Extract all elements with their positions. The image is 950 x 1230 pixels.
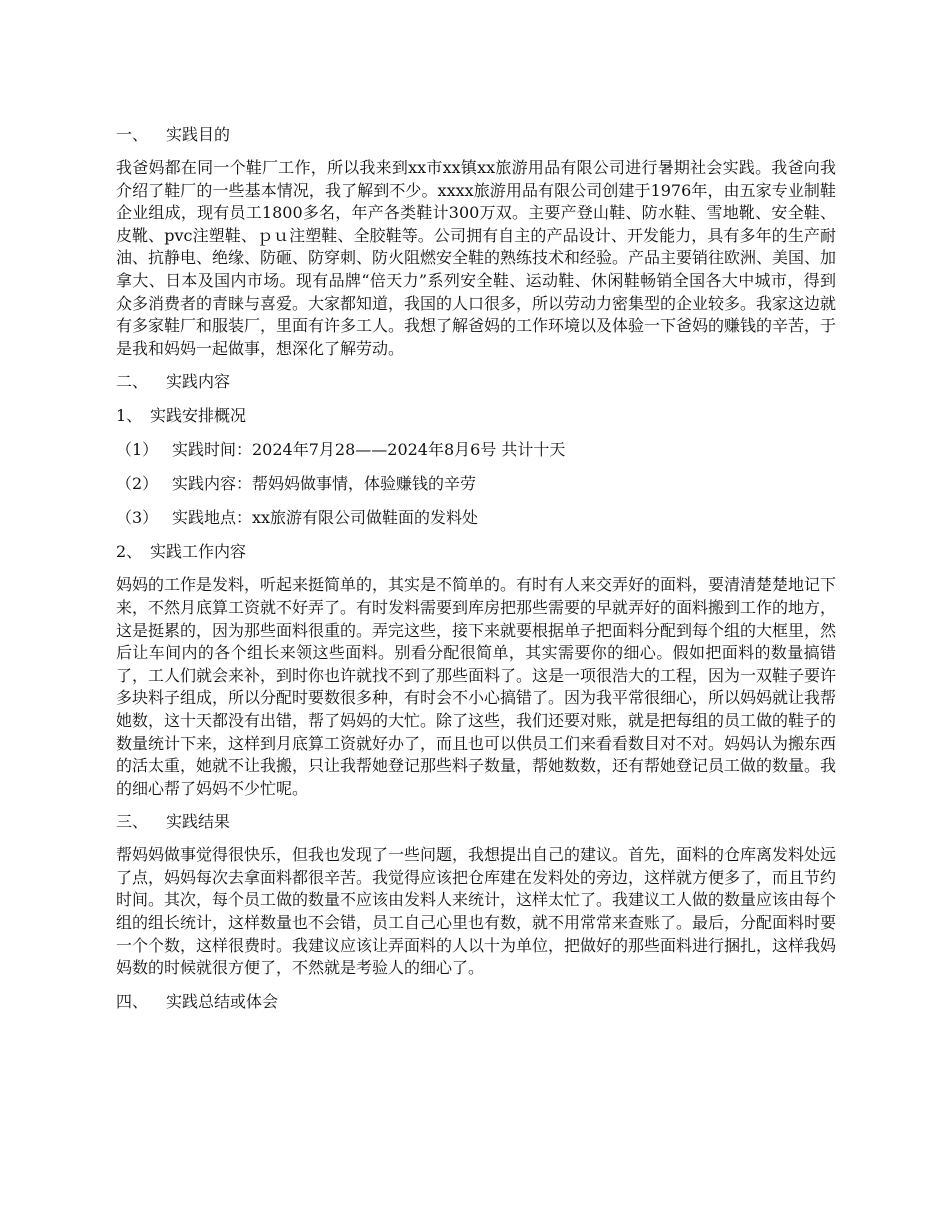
item-text: 实践内容：帮妈妈做事情，体验赚钱的辛劳 xyxy=(172,474,477,494)
section-number: 一、 xyxy=(116,125,149,144)
section-heading-3 xyxy=(116,810,836,834)
item-number: （2） xyxy=(116,474,159,494)
list-item xyxy=(116,438,836,462)
section-heading-1 xyxy=(116,123,836,147)
section-number: 三、 xyxy=(116,812,149,832)
section-number: 二、 xyxy=(116,372,149,392)
subsection-heading-1 xyxy=(116,404,836,428)
item-text: 实践时间：2024年7月28——2024年8月6号 共计十天 xyxy=(172,440,566,460)
item-number: （1） xyxy=(116,440,159,460)
section-number: 四、 xyxy=(116,991,149,1011)
section-title: 实践目的 xyxy=(166,125,231,144)
paragraph-results: 帮妈妈做事觉得很快乐，但我也发现了一些问题，我想提出自己的建议。首先，面料的仓库离发料处远了点，妈妈每次去拿面料都很辛苦。我觉得应该把仓库建在发料处的旁边，这样就方便多了，而且节约时间。其次，每个员工做的数量不应该由发料人来统计，这样太忙了。我建议工人做的数量应该由每个组的组长统计，这样数量也不会错，员工自己心里也有数，就不用常常来查账了。最后，分配面料时要一个个数，这样很费时。我建议应该让弄面料的人以十为单位，把做好的那些面料进行捆扎，这样我妈妈数的时候就很方便了，不然就是考验人的细心了。 xyxy=(116,845,837,978)
item-number: （3） xyxy=(116,508,159,528)
subsection-title: 实践安排概况 xyxy=(150,406,247,426)
section-heading-4 xyxy=(116,990,836,1014)
subsection-number: 1、 xyxy=(116,406,143,426)
paragraph-work-content: 妈妈的工作是发料，听起来挺简单的，其实是不简单的。有时有人来交弄好的面料，要清清楚楚地记下来，不然月底算工资就不好弄了。有时发料需要到库房把那些需要的早就弄好的面料搬到工作的地方，这是挺累的，因为那些面料很重的。弄完这些，接下来就要根据单子把面料分配到每个组的大框里，然后让车间内的各个组长来领这些面料。别看分配很简单，其实需要你的细心。假如把面料的数量搞错了，工人们就会来补，到时你也许就找不到了那些面料了。这是一项很浩大的工程，因为一双鞋子要许多块料子组成，所以分配时要数很多种，有时会不小心搞错了。因为我平常很细心，所以妈妈就让我帮她数，这十天都没有出错，帮了妈妈的大忙。除了这些，我们还要对账，就是把每组的员工做的鞋子的数量统计下来，这样到月底算工资就好办了，而且也可以供员工们来看看数目对不对。妈妈认为搬东西的活太重，她就不让我搬，只让我帮她登记那些料子数量，帮她数数，还有帮她登记员工做的数量。我的细心帮了妈妈不少忙呢。 xyxy=(116,575,837,798)
list-item xyxy=(116,472,836,496)
subsection-heading-2 xyxy=(116,540,836,564)
section-title: 实践结果 xyxy=(166,812,231,832)
section-heading-2 xyxy=(116,370,836,394)
paragraph-purpose: 我爸妈都在同一个鞋厂工作，所以我来到xx市xx镇xx旅游用品有限公司进行暑期社会实践。我爸向我介绍了鞋厂的一些基本情况，我了解到不少。xxxx旅游用品有限公司创建于1976年，由五家专业制鞋企业组成，现有员工1800多名，年产各类鞋计300万双。主要产登山鞋、防水鞋、雪地靴、安全鞋、皮靴、pvc注塑鞋、ｐｕ注塑鞋、全胶鞋等。公司拥有自主的产品设计、开发能力，具有多年的生产耐油、抗静电、绝缘、防砸、防穿刺、防火阻燃安全鞋的熟练技术和经验。产品主要销往欧洲、美国、加拿大、日本及国内市场。现有品牌“倍天力”系列安全鞋、运动鞋、休闲鞋畅销全国各大中城市，得到众多消费者的青睐与喜爱。大家都知道，我国的人口很多，所以劳动力密集型的企业较多。我家这边就有多家鞋厂和服装厂，里面有许多工人。我想了解爸妈的工作环境以及体验一下爸妈的赚钱的辛苦，于是我和妈妈一起做事，想深化了解劳动。 xyxy=(116,158,837,358)
section-title: 实践总结或体会 xyxy=(166,991,279,1011)
list-item xyxy=(116,506,836,530)
section-title: 实践内容 xyxy=(166,372,231,392)
subsection-title: 实践工作内容 xyxy=(150,542,247,562)
document-body xyxy=(116,123,836,1024)
subsection-number: 2、 xyxy=(116,542,143,562)
item-text: 实践地点：xx旅游有限公司做鞋面的发料处 xyxy=(172,508,479,528)
